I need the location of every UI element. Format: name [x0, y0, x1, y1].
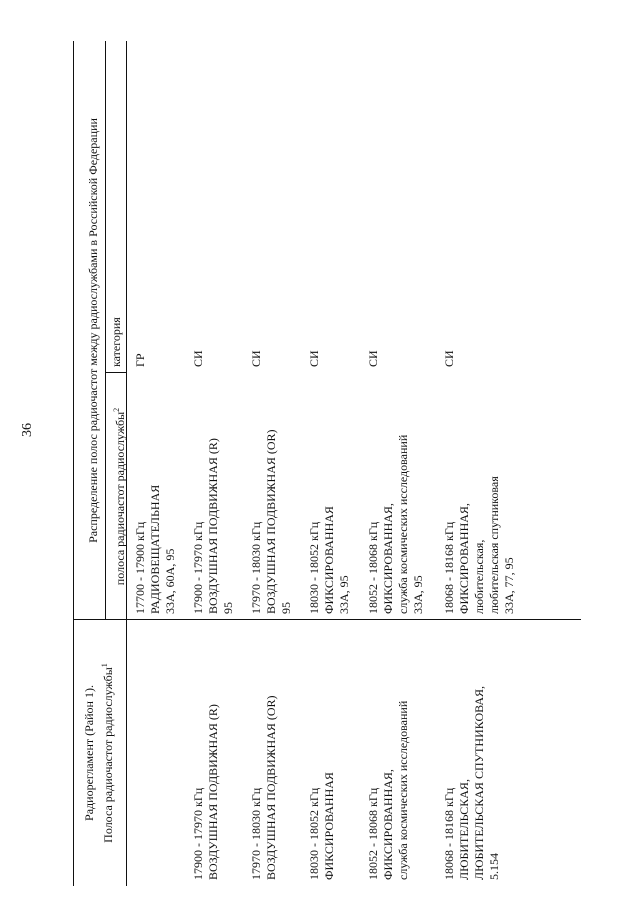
row-4-category: СИ: [307, 350, 321, 367]
row-3-left-band: 17970 - 18030 кГц: [249, 787, 263, 880]
row-6-left-service-2: ЛЮБИТЕЛЬСКАЯ СПУТНИКОВАЯ,: [472, 685, 486, 880]
row-2-right-band: 17900 - 17970 кГц: [191, 521, 205, 614]
header-col-category: категория: [109, 317, 123, 367]
row-6-right-service-3: любительская спутниковая: [487, 476, 501, 614]
row-5-right-service-2: служба космических исследований: [396, 434, 410, 614]
header-col-band: полоса радиочастот радиослужбы$^2$: [112, 407, 127, 586]
row-3-left-service: ВОЗДУШНАЯ ПОДВИЖНАЯ (OR): [264, 695, 278, 880]
row-6-right-service-2: любительская,: [472, 539, 486, 614]
row-4-right: [307, 506, 352, 614]
row-2-left: [191, 704, 221, 880]
row-4-left-band: 18030 - 18052 кГц: [307, 787, 321, 880]
row-5-right-band: 18052 - 18068 кГц: [366, 521, 380, 614]
row-4-right-notes: 33A, 95: [337, 575, 351, 614]
row-2-category: СИ: [191, 350, 205, 367]
row-2-left-band: 17900 - 17970 кГц: [191, 787, 205, 880]
row-5-right-service: ФИКСИРОВАННАЯ,: [381, 503, 395, 614]
row-6-left: [442, 686, 502, 880]
row-4-left-service: ФИКСИРОВАННАЯ: [322, 772, 336, 880]
footnote-marker-1: 1: [100, 663, 109, 668]
header-right-title: Распределение полос радиочастот между радиослужбами в Российской Федерации: [86, 118, 100, 543]
row-1-category: ГР: [133, 353, 147, 367]
row-3-right-service: ВОЗДУШНАЯ ПОДВИЖНАЯ (OR): [264, 429, 278, 614]
header-left: [82, 620, 116, 886]
row-4-right-service: ФИКСИРОВАННАЯ: [322, 506, 336, 614]
row-5-right-notes: 33A, 95: [411, 575, 425, 614]
row-4-left: [307, 772, 337, 880]
row-6-left-notes: 5.154: [487, 853, 501, 880]
row-2-right-notes: 95: [221, 602, 235, 614]
row-5-left-service-2: служба космических исследований: [396, 700, 410, 880]
row-5-left: [366, 701, 411, 880]
row-3-category: СИ: [249, 350, 263, 367]
row-3-right-band: 17970 - 18030 кГц: [249, 521, 263, 614]
row-5-left-service: ФИКСИРОВАННАЯ,: [381, 769, 395, 880]
row-3-right: [249, 429, 294, 614]
row-5-left-band: 18052 - 18068 кГц: [366, 787, 380, 880]
row-2-right-service: ВОЗДУШНАЯ ПОДВИЖНАЯ (R): [206, 438, 220, 614]
row-6-right-band: 18068 - 18168 кГц: [442, 521, 456, 614]
header-left-line2: Полоса радиочастот радиослужбы$^1$: [100, 663, 115, 843]
row-3-left: [249, 695, 279, 880]
header-left-line1: Радиорегламент (Район 1).: [82, 685, 96, 821]
row-5-right: [366, 435, 426, 614]
row-1-right-notes: 33A, 60A, 95: [163, 548, 177, 614]
row-1-right-band: 17700 - 17900 кГц: [133, 521, 147, 614]
right-header-inner-rule: [105, 41, 106, 620]
row-6-category: СИ: [442, 350, 456, 367]
column-divider-main: [73, 619, 581, 620]
rotated-table: [73, 41, 581, 886]
row-6-left-service: ЛЮБИТЕЛЬСКАЯ,: [457, 779, 471, 880]
row-1-right: [133, 485, 178, 614]
page-number: 36: [20, 423, 35, 437]
row-4-right-band: 18030 - 18052 кГц: [307, 521, 321, 614]
row-1-right-service: РАДИОВЕЩАТЕЛЬНАЯ: [148, 484, 162, 614]
row-6-left-band: 18068 - 18168 кГц: [442, 787, 456, 880]
row-6-right: [442, 476, 517, 614]
row-6-right-service: ФИКСИРОВАННАЯ,: [457, 503, 471, 614]
row-6-right-notes: 33A, 77, 95: [502, 557, 516, 614]
footnote-marker-2: 2: [112, 407, 121, 412]
table-top-rule: [73, 41, 74, 886]
row-3-right-notes: 95: [279, 602, 293, 614]
row-2-right: [191, 438, 236, 614]
row-5-category: СИ: [366, 350, 380, 367]
row-2-left-service: ВОЗДУШНАЯ ПОДВИЖНАЯ (R): [206, 704, 220, 880]
